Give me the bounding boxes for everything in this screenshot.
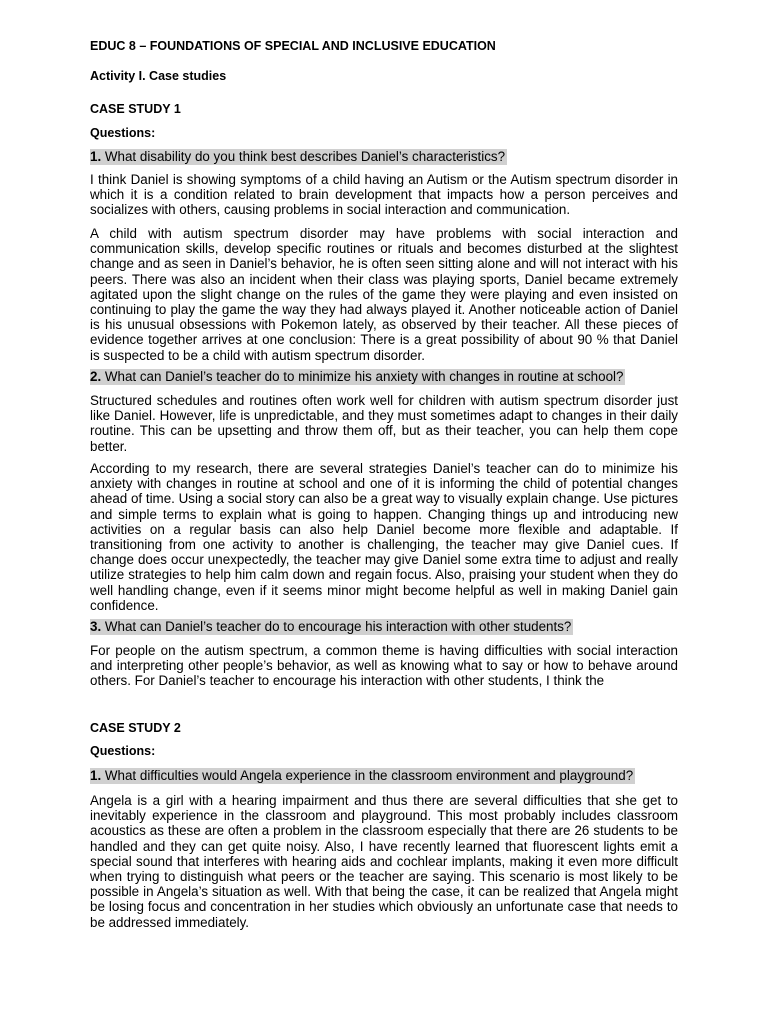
case-study-1-question-3 <box>90 619 573 635</box>
case-study-1-paragraph-2: A child with autism spectrum disorder may have problems with social interaction and communication skills, develop specific routines or rituals and becomes disturbed at the slightest change and as seen in Daniel’s behavior, he is often seen sitting alone and will not interact with his peers. There was also an incident when their class was playing sports, Daniel became extremely agitated upon the slight change on the rules of the game they were playing and even insisted on continuing to play the game the way they had always played it. Another noticeable action of Daniel is his unusual obsessions with Pokemon lately, as observed by their teacher. All these pieces of evidence together arrives at one conclusion: There is a great possibility of about 90 % that Daniel is suspected to be a child with autism spectrum disorder. <box>90 226 678 363</box>
case-study-1-question-2 <box>90 369 625 385</box>
question-number: 1. <box>90 768 102 783</box>
case-study-1-questions-label: Questions: <box>90 126 156 140</box>
question-text: What can Daniel’s teacher do to encourage his interaction with other students? <box>101 619 572 634</box>
case-study-2-heading: CASE STUDY 2 <box>90 721 181 735</box>
question-text: What disability do you think best describes Daniel’s characteristics? <box>101 149 506 164</box>
case-study-1-question-1 <box>90 149 507 165</box>
case-study-1-paragraph-3: Structured schedules and routines often work well for children with autism spectrum disorder just like Daniel. However, life is unpredictable, and they must sometimes adapt to changes in their daily routine. This can be upsetting and throw them off, but as their teacher, you can help them cope better. <box>90 393 678 454</box>
case-study-1-paragraph-1: I think Daniel is showing symptoms of a child having an Autism or the Autism spectrum disorder in which it is a condition related to brain development that impacts how a person perceives and socializes with others, causing problems in social interaction and communication. <box>90 172 678 218</box>
case-study-2-question-1 <box>90 768 635 784</box>
case-study-2-questions-label: Questions: <box>90 744 156 758</box>
question-text: What can Daniel’s teacher do to minimize his anxiety with changes in routine at school? <box>101 369 624 384</box>
case-study-1-heading: CASE STUDY 1 <box>90 102 181 116</box>
case-study-1-paragraph-5: For people on the autism spectrum, a common theme is having difficulties with social interaction and interpreting other people’s behavior, as well as knowing what to say or how to behave around others. For Daniel’s teacher to encourage his interaction with other students, I think the <box>90 643 678 689</box>
case-study-2-paragraph-1: Angela is a girl with a hearing impairment and thus there are several difficulties that she get to inevitably experience in the classroom and playground. This most probably includes classroom acoustics as these are often a problem in the classroom especially that there are 26 students to be handled and they can get quite noisy. Also, I have recently learned that fluorescent lights emit a special sound that interferes with hearing aids and cochlear implants, making it even more difficult when trying to distinguish what peers or the teacher are saying. This scenario is most likely to be possible in Angela’s situation as well. With that being the case, it can be realized that Angela might be losing focus and concentration in her studies which obviously an unfortunate case that needs to be addressed immediately. <box>90 793 678 930</box>
case-study-1-paragraph-4: According to my research, there are several strategies Daniel’s teacher can do to minimize his anxiety with changes in routine at school and one of it is informing the child of potential changes ahead of time. Using a social story can also be a great way to visually explain change. Use pictures and simple terms to explain what is going to happen. Changing things up and introducing new activities on a regular basis can also help Daniel become more flexible and adaptable. If transitioning from one activity to another is challenging, the teacher may give Daniel cues. If change does occur unexpectedly, the teacher may give Daniel some extra time to adjust and really utilize strategies to help him calm down and regain focus. Also, praising your student when they do well handling change, even if it seems minor might become helpful as well in making Daniel gain confidence. <box>90 461 679 613</box>
activity-title: Activity I. Case studies <box>90 69 227 83</box>
question-number: 3. <box>90 619 102 634</box>
question-number: 2. <box>90 369 102 384</box>
question-number: 1. <box>90 149 102 164</box>
course-title: EDUC 8 – FOUNDATIONS OF SPECIAL AND INCLUSIVE EDUCATION <box>90 39 496 53</box>
question-text: What difficulties would Angela experience in the classroom environment and playground? <box>101 768 634 783</box>
